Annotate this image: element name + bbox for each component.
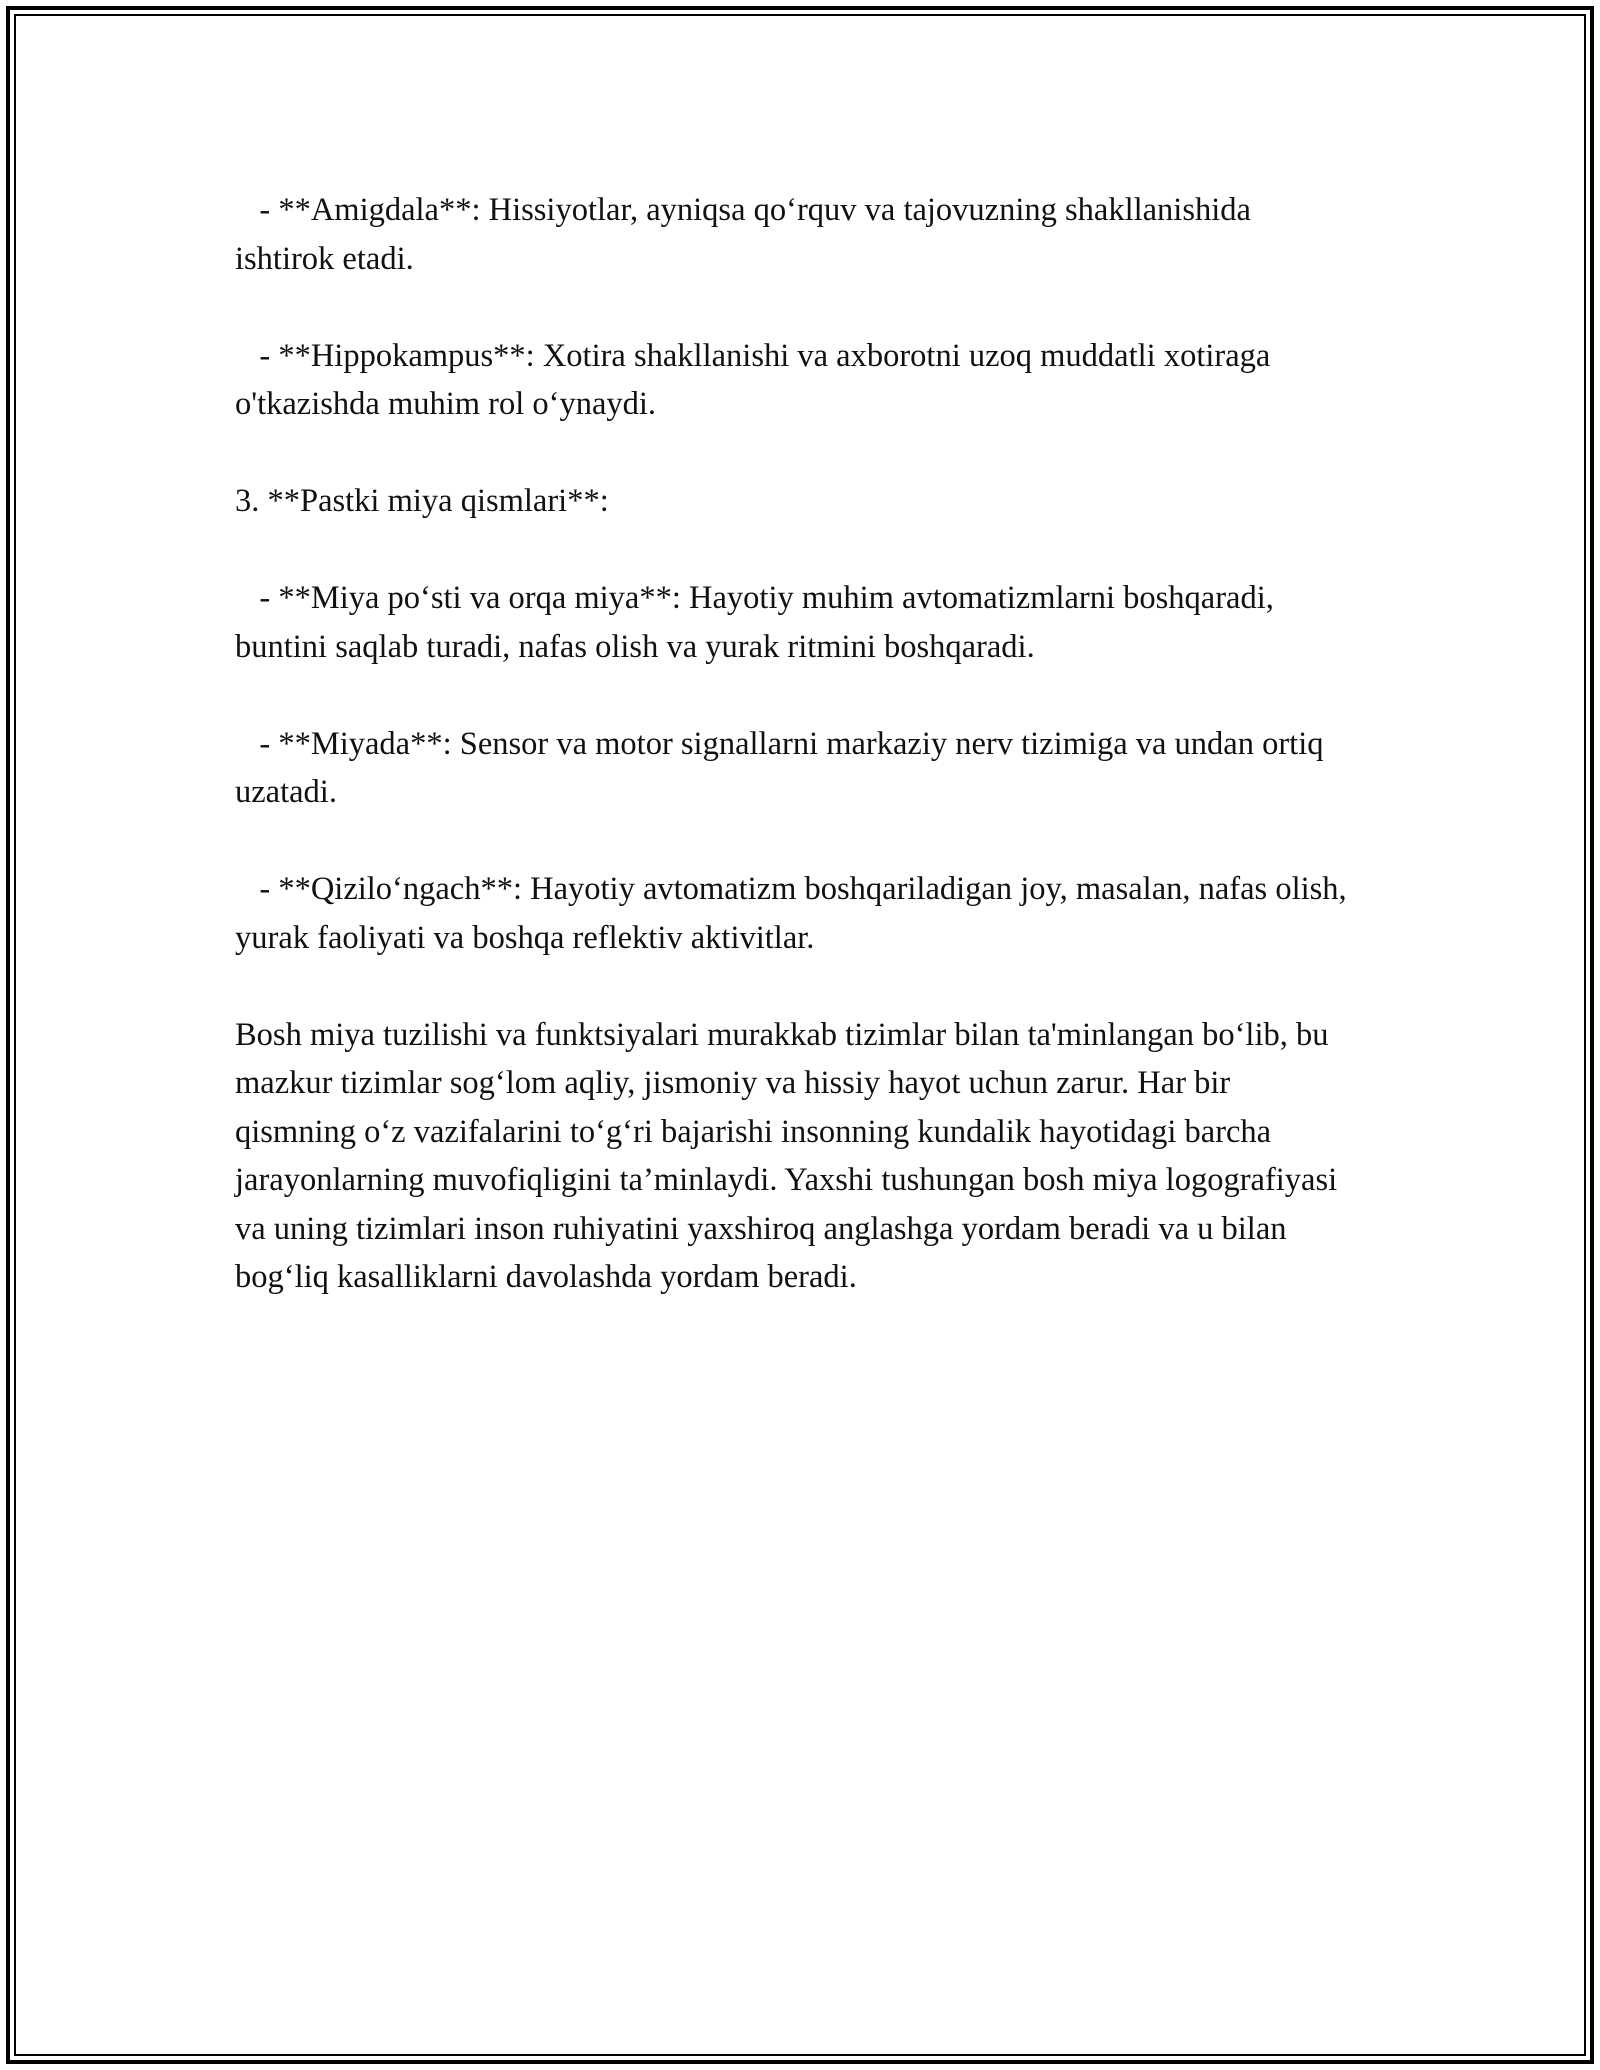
document-body <box>235 186 1355 1302</box>
paragraph-qizilongach: - **Qizilo‘ngach**: Hayotiy avtomatizm boshqariladigan joy, masalan, nafas olish, yurak faoliyati va boshqa reflektiv aktivitlar. <box>235 871 1355 956</box>
section-heading-pastki-miya: 3. **Pastki miya qismlari**: <box>235 483 609 519</box>
paragraph-hippokampus: - **Hippokampus**: Xotira shakllanishi va axborotni uzoq muddatli xotiraga o'tkazishda muhim rol o‘ynaydi. <box>235 337 1279 422</box>
paragraph-amigdala: - **Amigdala**: Hissiyotlar, ayniqsa qo‘rquv va tajovuzning shakllanishida ishtirok etadi. <box>235 192 1260 277</box>
paragraph-miya-posti: - **Miya po‘sti va orqa miya**: Hayotiy muhim avtomatizmlarni boshqaradi, buntini saqlab turadi, nafas olish va yurak ritmini boshqaradi. <box>235 580 1283 665</box>
paragraph-miyada: - **Miyada**: Sensor va motor signallarni markaziy nerv tizimiga va undan ortiq uzatadi. <box>235 725 1332 810</box>
paragraph-conclusion: Bosh miya tuzilishi va funktsiyalari murakkab tizimlar bilan ta'minlangan bo‘lib, bu mazkur tizimlar sog‘lom aqliy, jismoniy va hissiy hayot uchun zarur. Har bir qismning o‘z vazifalarini to‘g‘ri bajarishi insonning kundalik hayotidagi barcha jarayonlarning muvofiqligini ta’minlaydi. Yaxshi tushungan bosh miya logografiyasi va uning tizimlari inson ruhiyatini yaxshiroq anglashga yordam beradi va u bilan bog‘liq kasalliklarni davolashda yordam beradi. <box>235 1016 1346 1295</box>
